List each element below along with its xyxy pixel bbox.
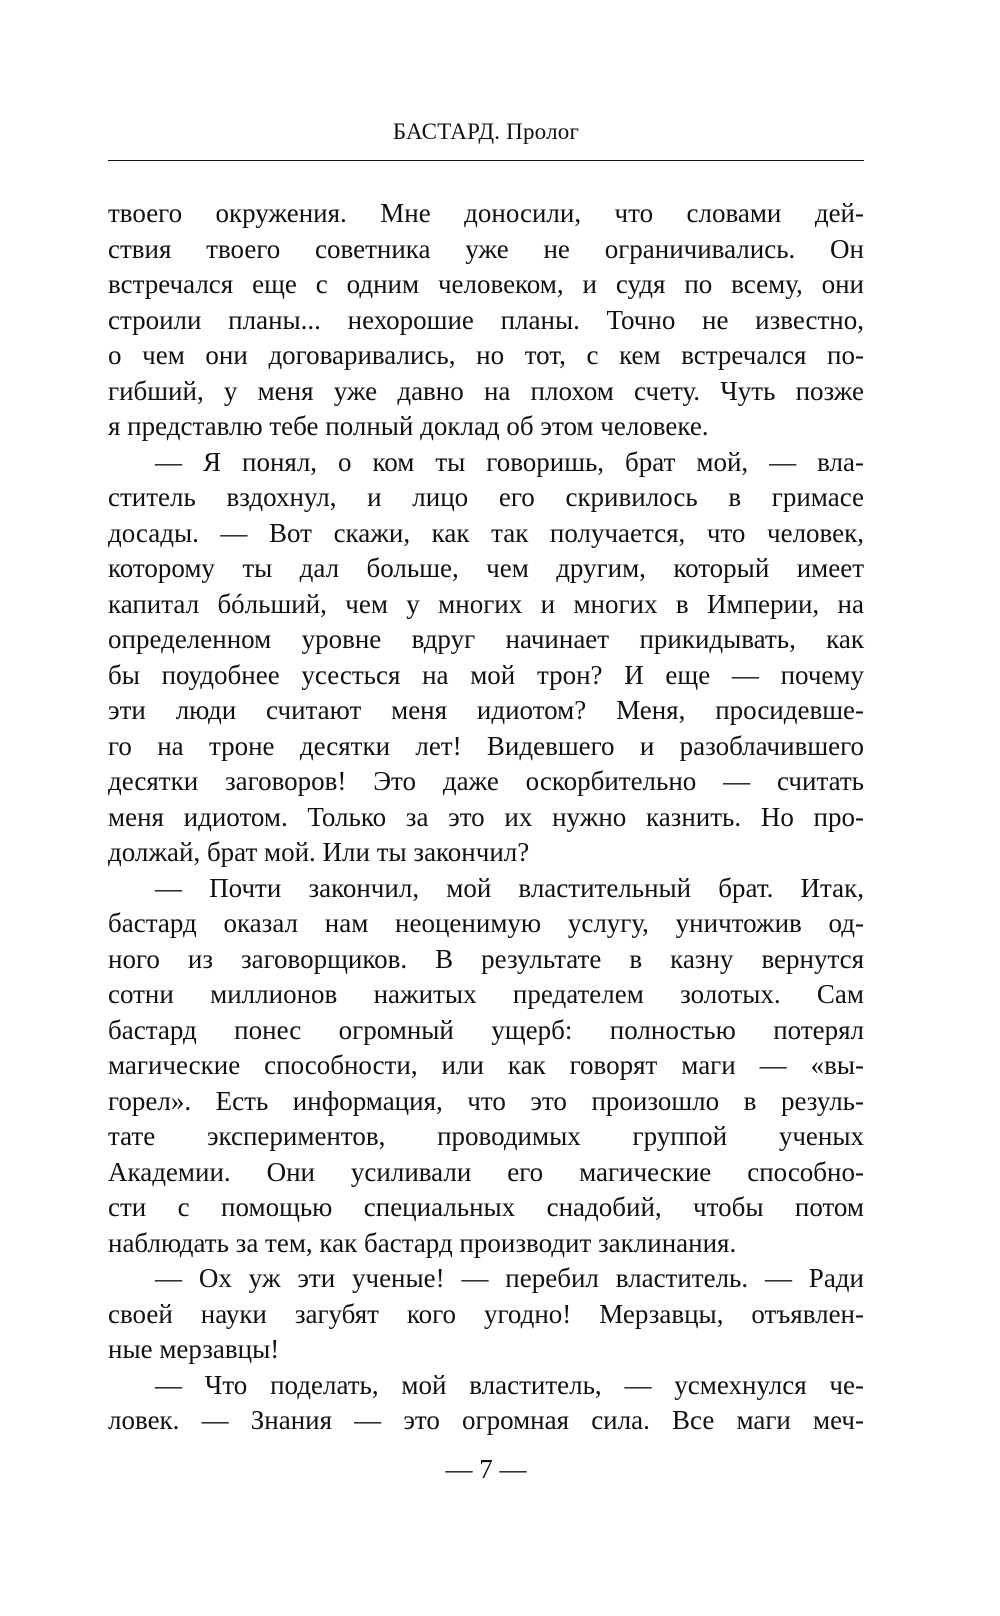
text-line: своей науки загубят кого угодно! Мерзавцы, отъявлен-	[108, 1298, 864, 1329]
text-line: меня идиотом. Только за это их нужно казнить. Но про-	[108, 801, 864, 832]
text-line: досады. — Вот скажи, как так получается, что человек,	[108, 517, 864, 548]
text-line: твоего окружения. Мне доносили, что словами дей-	[108, 198, 864, 228]
text-line: встречался еще с одним человеком, и судя по всему, они	[108, 269, 864, 299]
text-line: наблюдать за тем, как бастард производит заклинания.	[108, 1227, 737, 1258]
text-line: бастард понес огромный ущерб: полностью потерял	[108, 1014, 864, 1045]
text-line: я представлю тебе полный доклад об этом человеке.	[108, 411, 709, 441]
page-number: — 7 —	[445, 1454, 527, 1484]
text-line: го на троне десятки лет! Видевшего и разоблачившего	[108, 730, 864, 761]
text-line: — Я понял, о ком ты говоришь, брат мой, — вла-	[155, 446, 864, 477]
text-line: ститель вздохнул, и лицо его скривилось в гримасе	[108, 482, 864, 512]
text-line: о чем они договаривались, но тот, с кем встречался по-	[108, 340, 864, 370]
text-line: бастард оказал нам неоценимую услугу, уничтожив од-	[108, 908, 864, 938]
text-line: должай, брат мой. Или ты закончил?	[108, 837, 530, 867]
text-line: определенном уровне вдруг начинает прикидывать, как	[108, 624, 864, 654]
text-line: строили планы... нехорошие планы. Точно не известно,	[108, 304, 864, 335]
text-line: ные мерзавцы!	[108, 1334, 280, 1364]
text-line: ного из заговорщиков. В результате в казну вернутся	[108, 943, 864, 974]
text-line: — Почти закончил, мой властительный брат. Итак,	[155, 872, 864, 903]
running-header: БАСТАРД. Пролог	[392, 119, 580, 144]
text-line: сти с помощью специальных снадобий, чтобы потом	[108, 1192, 864, 1222]
text-line: Академии. Они усиливали его магические способно-	[108, 1156, 864, 1187]
text-line: капитал бóльший, чем у многих и многих в Империи, на	[108, 588, 864, 619]
text-line: — Что поделать, мой властитель, — усмехнулся че-	[155, 1369, 864, 1400]
text-line: эти люди считают меня идиотом? Меня, просидевше-	[108, 695, 864, 725]
text-line: — Ох уж эти ученые! — перебил властитель. — Ради	[155, 1263, 864, 1293]
text-line: бы поудобнее усесться на мой трон? И еще — почему	[108, 659, 864, 690]
text-line: сотни миллионов нажитых предателем золотых. Сам	[108, 979, 864, 1009]
text-line: ствия твоего советника уже не ограничивались. Он	[108, 233, 864, 264]
header-rule	[108, 160, 864, 161]
text-line: магические способности, или как говорят маги — «вы-	[108, 1050, 864, 1080]
text-line: гибший, у меня уже давно на плохом счету. Чуть позже	[108, 375, 864, 406]
text-line: десятки заговоров! Это даже оскорбительно — считать	[108, 766, 864, 796]
text-line: тате экспериментов, проводимых группой ученых	[108, 1121, 864, 1151]
body-text	[108, 196, 864, 1439]
text-line: которому ты дал больше, чем другим, который имеет	[108, 553, 864, 583]
text-line: ловек. — Знания — это огромная сила. Все маги меч-	[108, 1405, 864, 1435]
text-line: горел». Есть информация, что это произошло в резуль-	[108, 1085, 864, 1116]
